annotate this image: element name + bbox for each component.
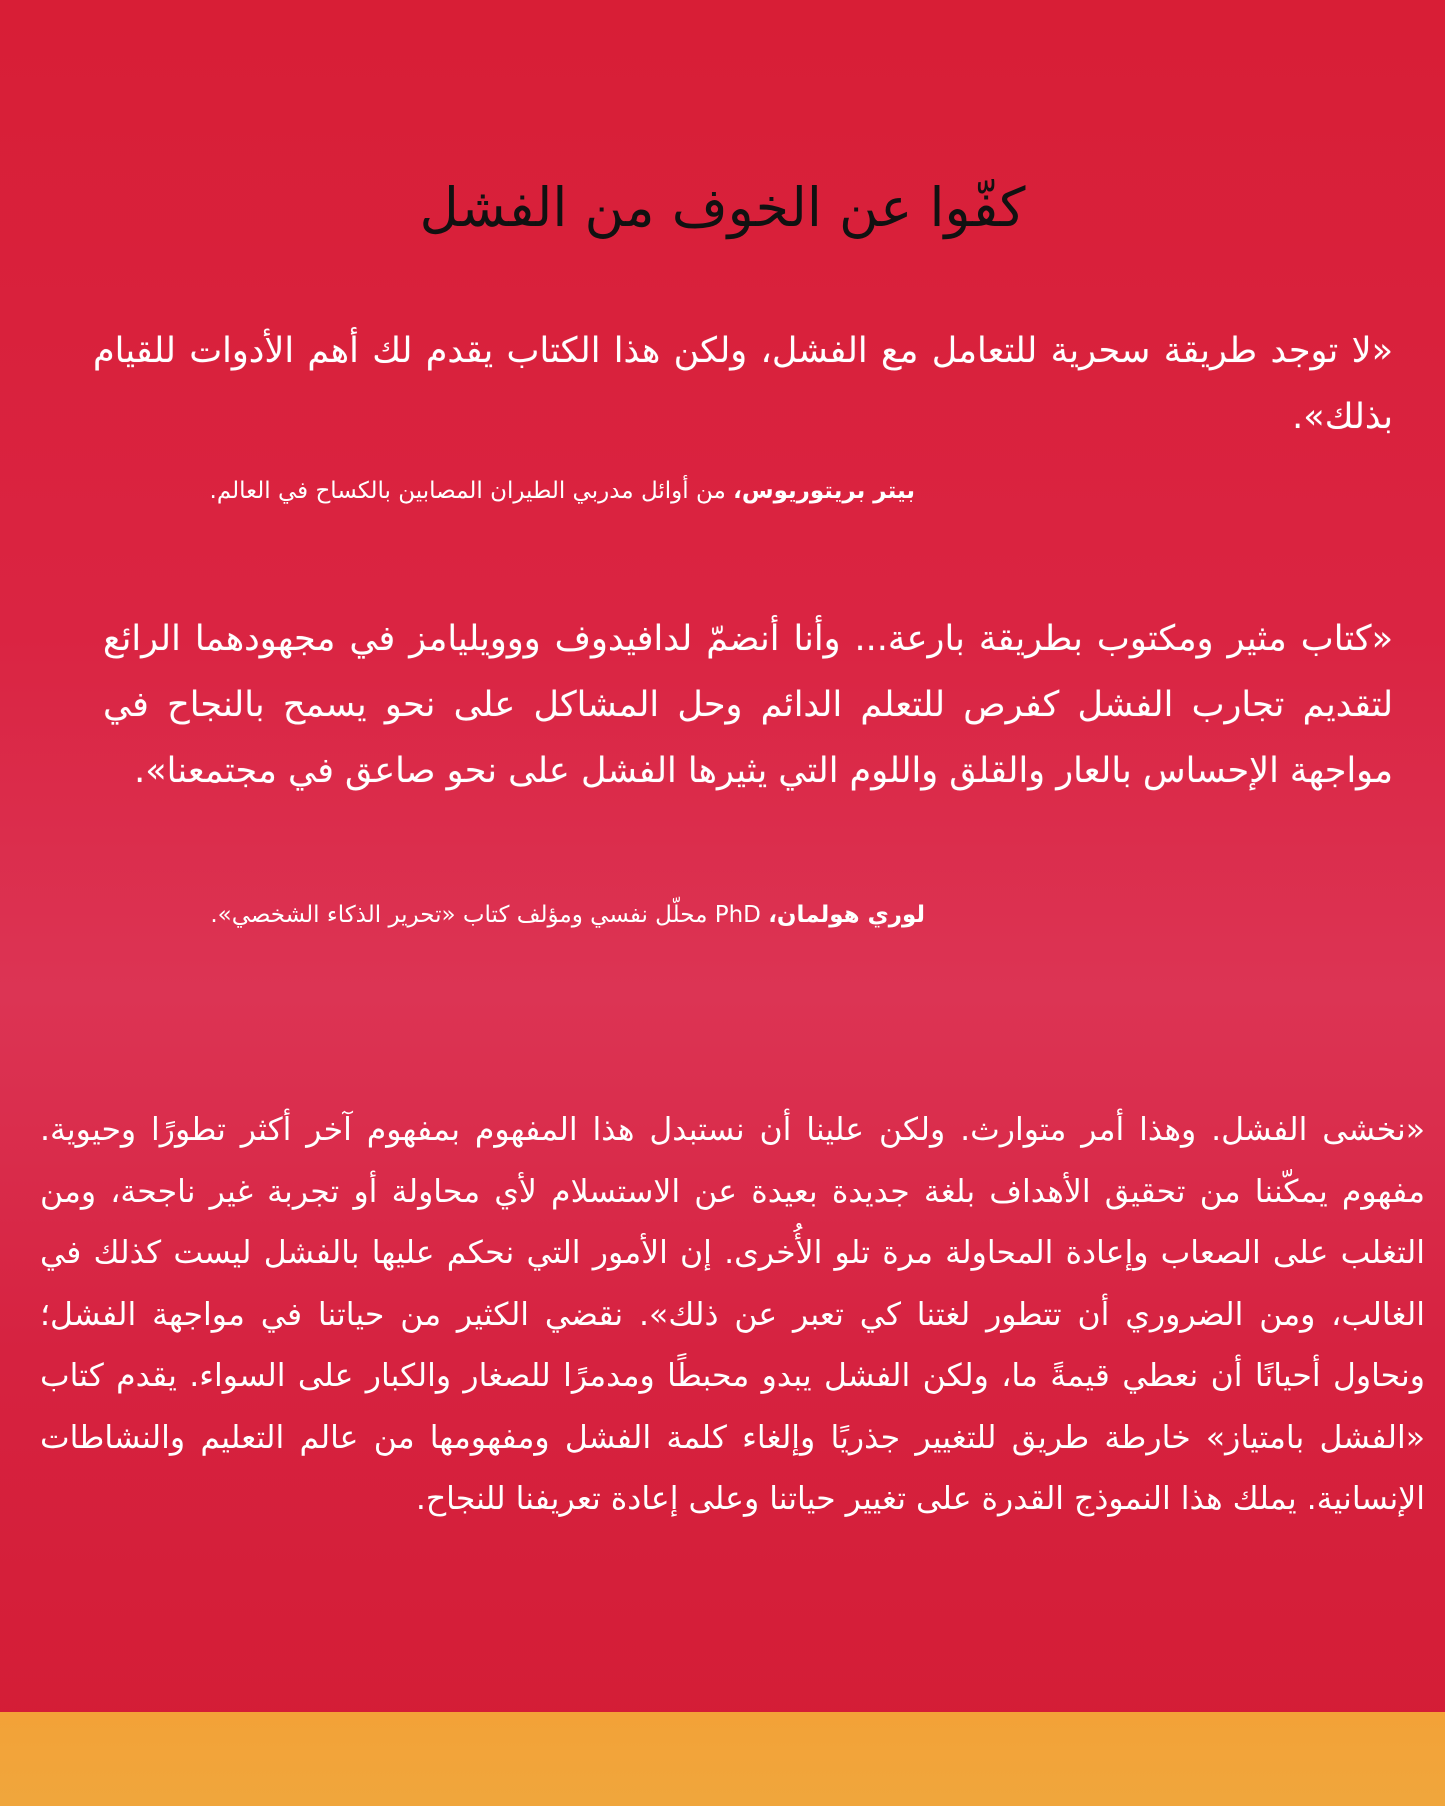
endorsement-quote-1: «لا توجد طريقة سحرية للتعامل مع الفشل، ولكن هذا الكتاب يقدم لك أهم الأدوات للقيام بذلك». [93,331,1393,437]
book-title: كفّوا عن الخوف من الفشل [419,176,1026,239]
bottom-color-band [0,1712,1445,1806]
endorsement-attribution-1 [210,476,915,506]
endorsement-quote-2: «كتاب مثير ومكتوب بطريقة بارعة... وأنا أنضمّ لدافيدوف ووويليامز في مجهودهما الرائع لتقديم تجارب الفشل كفرص للتعلم الدائم وحل المشاكل على نحو يسمح بالنجاح في مواجهة الإحساس بالعار والقلق واللوم التي يثيرها الفشل على نحو صاعق في مجتمعنا». [103,619,1393,791]
endorsement-author-1: بيتر بريتوريوس، [733,478,915,504]
endorsement-author-desc-2: PhD محلّل نفسي ومؤلف كتاب «تحرير الذكاء الشخصي». [210,902,769,928]
endorsement-attribution-2 [210,900,925,930]
endorsement-author-desc-1: من أوائل مدربي الطيران المصابين بالكساح في العالم. [209,478,734,504]
book-blurb: «نخشى الفشل. وهذا أمر متوارث. ولكن علينا أن نستبدل هذا المفهوم بمفهوم آخر أكثر تطورًا وحيوية. مفهوم يمكّننا من تحقيق الأهداف بلغة جديدة بعيدة عن الاستسلام لأي محاولة أو تجربة غير ناجحة، ومن التغلب على الصعاب وإعادة المحاولة مرة تلو الأُخرى. إن الأمور التي نحكم عليها بالفشل ليست كذلك في الغالب، ومن الضروري أن تتطور لغتنا كي تعبر عن ذلك». نقضي الكثير من حياتنا في مواجهة الفشل؛ ونحاول أحيانًا أن نعطي قيمةً ما، ولكن الفشل يبدو محبطًا ومدمرًا للصغار والكبار على السواء. يقدم كتاب «الفشل بامتياز» خارطة طريق للتغيير جذريًا وإلغاء كلمة الفشل ومفهومها من عالم التعليم والنشاطات الإنسانية. يملك هذا النموذج القدرة على تغيير حياتنا وعلى إعادة تعريفنا للنجاح. [40,1112,1425,1517]
endorsement-author-2: لوري هولمان، [768,902,925,928]
